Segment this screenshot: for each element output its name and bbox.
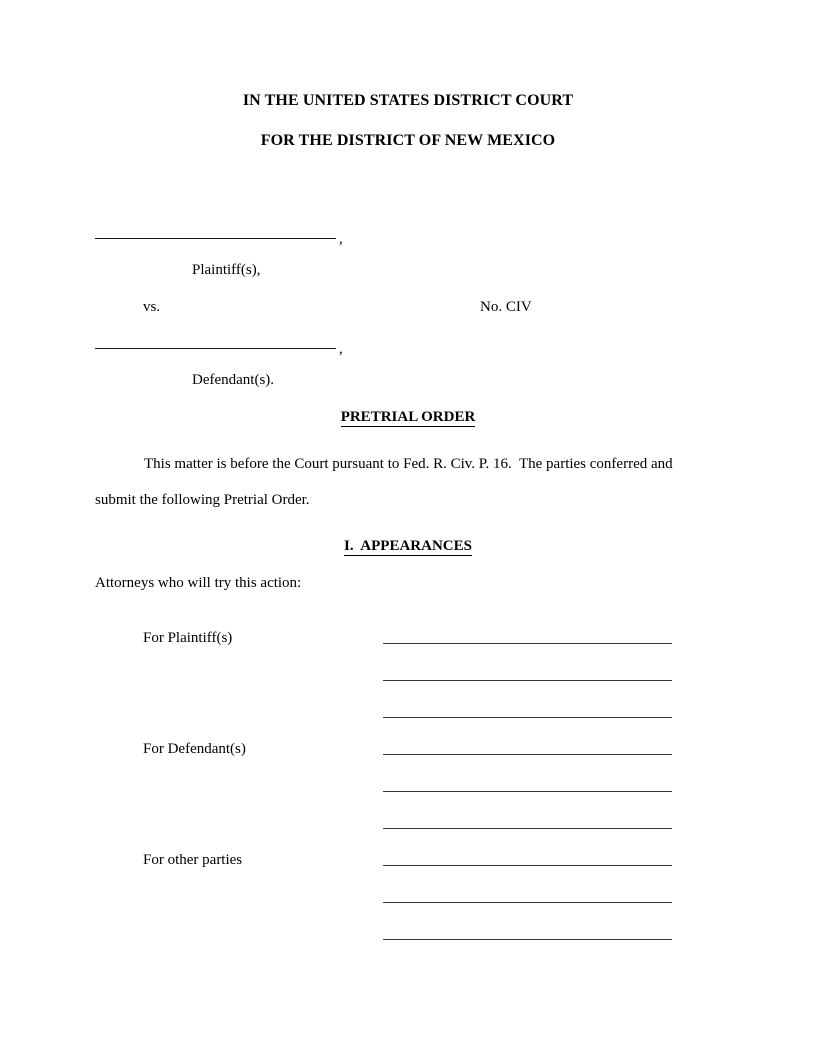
document-title-text: PRETRIAL ORDER — [340, 409, 476, 425]
defendant-rule-comma: , — [339, 341, 343, 357]
caption-plaintiff-label: Plaintiff(s), — [192, 262, 261, 278]
caption-case-number: No. CIV — [480, 299, 532, 315]
section-one-heading-text: I. APPEARANCES — [344, 538, 472, 554]
appearance-rule-other-2[interactable] — [383, 902, 672, 903]
appearance-rule-other-3[interactable] — [383, 939, 672, 940]
attorneys-intro-line: Attorneys who will try this action: — [95, 575, 302, 591]
caption-versus-label: vs. — [143, 299, 161, 315]
caption-defendant-label: Defendant(s). — [192, 372, 275, 388]
court-name-line: IN THE UNITED STATES DISTRICT COURT — [242, 92, 574, 109]
document-title-heading — [0, 409, 816, 426]
court-district-line: FOR THE DISTRICT OF NEW MEXICO — [260, 132, 556, 149]
appearance-rule-plaintiff-2[interactable] — [383, 680, 672, 681]
introductory-paragraph: This matter is before the Court pursuant to Fed. R. Civ. P. 16. The parties conferred and submit the following Pretrial Order. — [95, 456, 677, 508]
plaintiff-rule-comma: , — [339, 231, 343, 247]
section-one-heading — [0, 538, 816, 555]
appearance-rule-defendant-1[interactable] — [383, 754, 672, 755]
appearance-rule-plaintiff-3[interactable] — [383, 717, 672, 718]
appearance-label-plaintiff: For Plaintiff(s) — [143, 630, 233, 646]
appearance-rule-other-1[interactable] — [383, 865, 672, 866]
appearance-rule-defendant-2[interactable] — [383, 791, 672, 792]
appearance-rule-defendant-3[interactable] — [383, 828, 672, 829]
plaintiff-name-rule — [95, 238, 336, 239]
appearance-label-defendant: For Defendant(s) — [143, 741, 246, 757]
appearance-rule-plaintiff-1[interactable] — [383, 643, 672, 644]
appearance-label-other-parties: For other parties — [143, 852, 243, 868]
defendant-name-rule — [95, 348, 336, 349]
